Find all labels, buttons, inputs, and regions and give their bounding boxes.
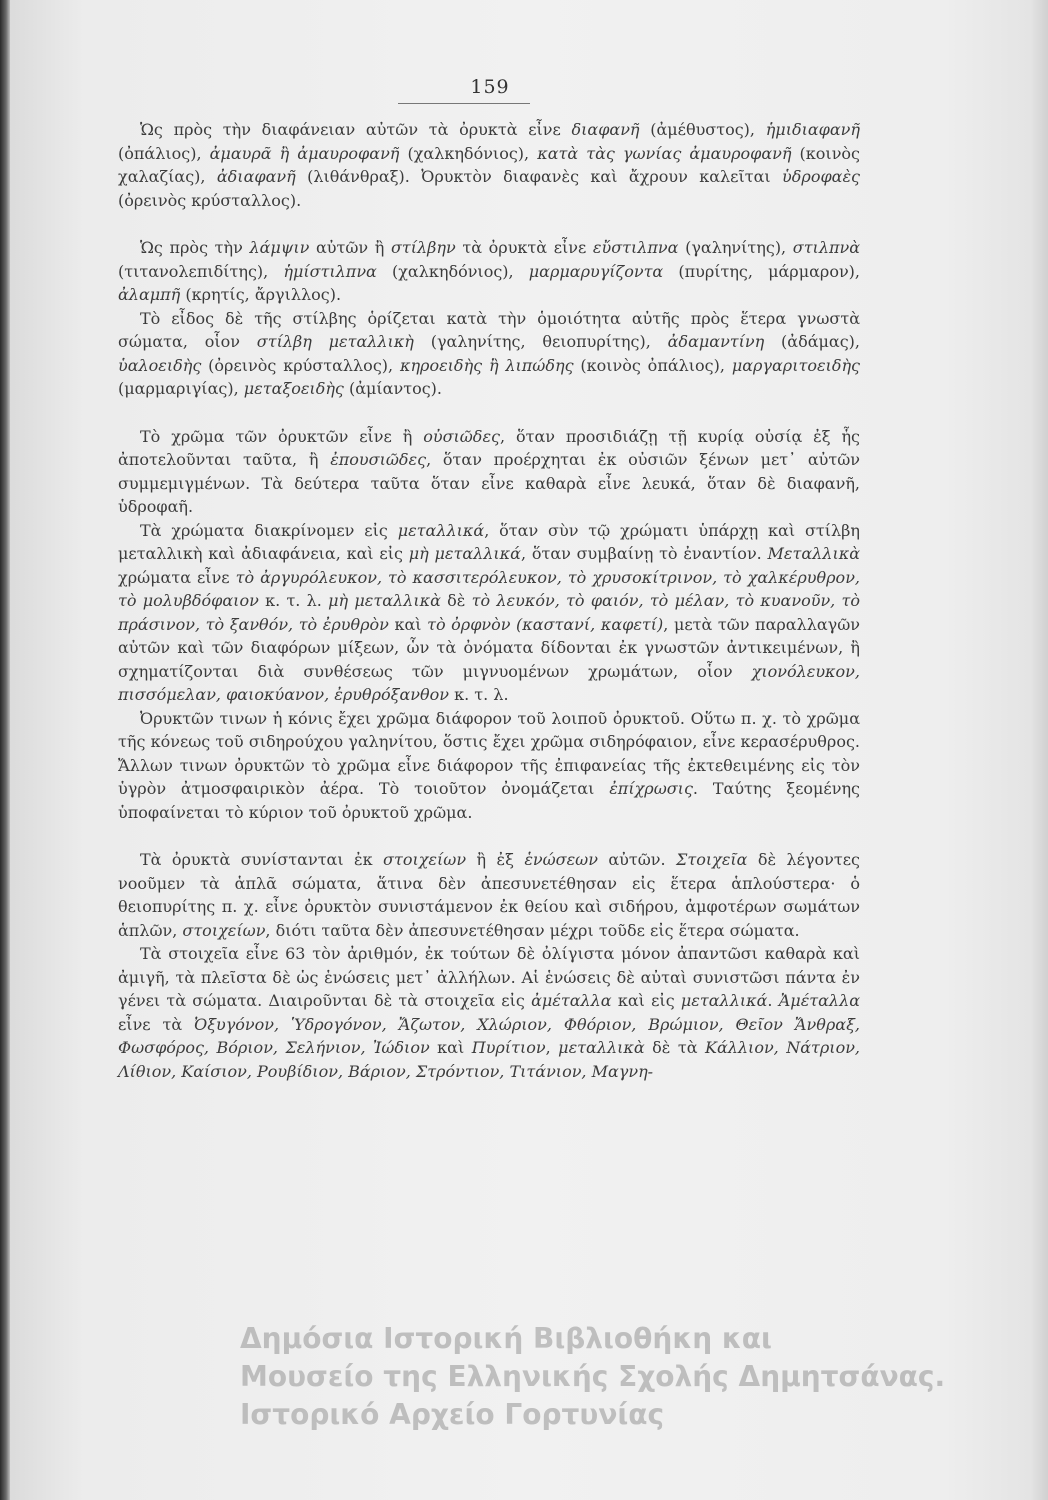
- text-run: (χαλκηδόνιος),: [399, 143, 538, 163]
- text-run: ,: [545, 1038, 559, 1057]
- text-run: (πυρίτης, μάρμαρον),: [663, 261, 861, 281]
- text-run: (μαρμαριγίας),: [118, 379, 244, 398]
- italic-term: μεταλλικά: [680, 991, 768, 1010]
- italic-term: ἀδιαφανῆ: [216, 167, 296, 186]
- watermark-line: Δημόσια Ιστορική Βιβλιοθήκη και: [240, 1322, 772, 1355]
- paragraph: [118, 425, 860, 519]
- paragraph: [118, 118, 860, 212]
- italic-term: στοιχείων: [383, 850, 467, 869]
- paragraph-gap: [118, 401, 860, 425]
- italic-term: μεταλλικά: [397, 520, 485, 540]
- text-run: , ὅταν σὺν τῷ χρώματι ὑπάρχῃ καὶ στίλβη μεταλλικὴ καὶ ἀδιαφάνεια, καὶ εἰς: [118, 520, 861, 563]
- text-run: (κρητίς, ἄργιλλος).: [180, 285, 342, 304]
- italic-term: εὔστιλπνα: [592, 238, 679, 257]
- watermark-line: Ιστορικό Αρχείο Γορτυνίας: [240, 1398, 665, 1431]
- library-watermark: [240, 1320, 1020, 1434]
- italic-term: μεταξοειδὴς: [243, 379, 344, 398]
- text-run: (ὀπάλιος),: [118, 143, 210, 163]
- italic-term: ἡμιδιαφανῆ: [765, 120, 860, 139]
- italic-term: στιλπνὰ: [792, 238, 861, 257]
- text-run: , μετὰ τῶν παραλλαγῶν αὐτῶν καὶ τῶν διαφόρων μίξεων, ὧν τὰ ὀνόματα δίδονται ἐκ γνωστῶν ἀντικειμένων, ἢ σχηματίζονται διὰ συνθέσεως τῶν μιγνυομένων χρωμάτων, οἷον: [118, 614, 861, 681]
- text-run: , διότι ταῦτα δὲν ἀπεσυνετέθησαν μέχρι τοῦδε εἰς ἕτερα σώματα.: [265, 920, 800, 940]
- italic-term: ἀμαυρᾶ ἢ ἀμαυροφανῆ: [209, 143, 400, 163]
- text-run: (ἀδάμας),: [764, 332, 861, 351]
- italic-term: Ἀμέταλλα: [778, 991, 861, 1010]
- text-run: , ὅταν συμβαίνῃ τὸ ἐναντίον.: [520, 544, 768, 563]
- text-run: τὰ ὀρυκτὰ εἶνε: [455, 238, 593, 257]
- text-run: . Ταύτης ξεομένης ὑποφαίνεται τὸ κύριον τοῦ ὀρυκτοῦ χρῶμα.: [118, 779, 860, 822]
- text-run: Ὀρυκτῶν τινων ἡ κόνις ἔχει χρῶμα διάφορον τοῦ λοιποῦ ὀρυκτοῦ. Οὕτω π. χ. τὸ χρῶμα τῆς κόνεως τοῦ σιδηρούχου γαληνίτου, ὅστις ἔχει χρῶμα σιδηρόφαιον, εἶνε κερασέρυθρος. Ἄλλων τινων ὀρυκτῶν τὸ χρῶμα εἶνε διάφορον τῆς ἐπιφανείας τῆς ἐκτεθειμένης εἰς τὸν ὑγρὸν ἀτμοσφαιρικὸν ἀέρα. Τὸ τοιοῦτον ὀνομάζεται: [118, 708, 860, 798]
- italic-term: ἀλαμπῆ: [118, 285, 181, 304]
- italic-term: Πυρίτιον: [471, 1038, 546, 1057]
- text-run: Τὰ χρώματα διακρίνομεν εἰς: [140, 520, 398, 540]
- text-run: Τὸ εἶδος δὲ τῆς στίλβης ὁρίζεται κατὰ τὴν ὁμοιότητα αὐτῆς πρὸς ἕτερα γνωστὰ σώματα, οἷον: [118, 308, 860, 351]
- text-run: (λιθάνθραξ). Ὀρυκτὸν διαφανὲς καὶ ἄχρουν καλεῖται: [295, 167, 783, 186]
- body-text: [118, 118, 860, 1083]
- paragraph: [118, 236, 860, 307]
- text-run: δὲ τὰ: [644, 1038, 705, 1057]
- italic-term: λάμψιν: [249, 238, 310, 257]
- text-run: (ἀμίαντος).: [343, 379, 442, 398]
- text-run: (ἀμέθυστος),: [639, 120, 766, 139]
- italic-term: στίλβη μεταλλικὴ: [256, 332, 414, 351]
- text-run: Τὰ ὀρυκτὰ συνίστανται ἐκ: [140, 850, 384, 869]
- page-number: 159: [470, 76, 510, 98]
- italic-term: κατὰ τὰς γωνίας ἀμαυροφανῆ: [537, 143, 792, 163]
- paragraph: [118, 942, 860, 1083]
- paragraph: [118, 707, 860, 825]
- italic-term: ἀδαμαντίνη: [667, 332, 765, 351]
- text-run: .: [767, 991, 779, 1010]
- text-run: (γαληνίτης, θειοπυρίτης),: [413, 332, 668, 351]
- paragraph: [118, 519, 860, 707]
- italic-term: τὸ ὀρφνὸν (καστανί, καφετί): [427, 614, 664, 634]
- text-run: (κοινὸς χαλαζίας),: [118, 143, 861, 186]
- italic-term: ἀμέταλλα: [531, 991, 612, 1010]
- italic-term: κηροειδὴς ἢ λιπώδης: [399, 355, 574, 375]
- text-run: Ὡς πρὸς τὴν διαφάνειαν αὐτῶν τὰ ὀρυκτὰ εἶνε: [140, 120, 572, 139]
- italic-term: ἐπίχρωσις: [609, 779, 693, 798]
- italic-term: μεταλλικὰ: [558, 1038, 645, 1057]
- italic-term: ὑαλοειδὴς: [118, 355, 202, 375]
- italic-term: Στοιχεῖα: [676, 850, 748, 869]
- text-run: κ. τ. λ.: [258, 591, 329, 610]
- text-run: , ὅταν προέρχηται ἐκ οὐσιῶν ξένων μετ᾽ αὐτῶν συμμεμιγμένων. Τὰ δεύτερα ταῦτα ὅταν εἶνε καθαρὰ εἶνε λευκά, ὅταν δὲ διαφανῆ, ὑδροφαῆ.: [118, 450, 861, 516]
- italic-term: διαφανῆ: [571, 120, 640, 139]
- italic-term: μὴ μεταλλικά: [408, 544, 521, 563]
- text-run: χρώματα εἶνε: [118, 567, 236, 587]
- text-run: ἢ ἐξ: [466, 850, 525, 869]
- italic-term: μὴ μεταλλικὰ: [328, 591, 441, 610]
- text-run: (ὀρεινὸς κρύσταλλος),: [201, 355, 400, 375]
- text-run: Τὰ στοιχεῖα εἶνε 63 τὸν ἀριθμόν, ἐκ τούτων δὲ ὀλίγιστα μόνον ἀπαντῶσι καθαρὰ καὶ ἀμιγῆ, τὰ πλεῖστα δὲ ὡς ἑνώσεις μετ᾽ ἀλλήλων. Αἱ ἑνώσεις δὲ αὐταὶ συνιστῶσι πάντα ἐν γένει τὰ σώματα. Διαιροῦνται δὲ τὰ στοιχεῖα εἰς: [118, 944, 860, 1010]
- paragraph: [118, 848, 860, 942]
- italic-term: Ὀξυγόνον, Ὑδρογόνον, Ἄζωτον, Χλώριον, Φθόριον, Βρώμιον, Θεῖον Ἄνθραξ, Φωσφόρος, Βόριον, Σελήνιον, Ἰώδιον: [118, 1014, 861, 1057]
- text-run: (ὀρεινὸς κρύσταλλος).: [118, 190, 302, 210]
- text-run: αὐτῶν.: [597, 850, 677, 869]
- book-spine-shadow: [0, 0, 10, 1500]
- italic-term: χιονόλευκον, πισσόμελαν, φαιοκύανον, ἐρυθρόξανθον: [118, 661, 860, 704]
- text-run: εἶνε τὰ: [118, 1014, 195, 1034]
- italic-term: στοιχείων: [182, 920, 266, 940]
- italic-term: ὑδροφαὲς: [782, 167, 860, 186]
- text-run: Ὡς πρὸς τὴν: [140, 238, 250, 257]
- text-run: κ. τ. λ.: [449, 685, 509, 704]
- text-run: δὲ: [440, 591, 472, 610]
- text-run: αὐτῶν ἢ: [309, 238, 391, 257]
- italic-term: στίλβην: [390, 238, 456, 257]
- text-run: (γαληνίτης),: [678, 238, 793, 257]
- italic-term: ἡμίστιλπνα: [283, 261, 377, 281]
- text-run: , ὅταν προσιδιάζῃ τῇ κυρίᾳ οὐσίᾳ ἐξ ἧς ἀποτελοῦνται ταῦτα, ἢ: [118, 426, 861, 469]
- paragraph: [118, 307, 860, 401]
- italic-term: τὸ λευκόν, τὸ φαιόν, τὸ μέλαν, τὸ κυανοῦν, τὸ πράσινον, τὸ ξανθόν, τὸ ἐρυθρὸν: [118, 591, 861, 634]
- italic-term: οὐσιῶδες: [423, 426, 500, 446]
- italic-term: Μεταλλικὰ: [767, 544, 861, 563]
- text-run: (τιτανολεπιδίτης),: [118, 261, 284, 281]
- italic-term: μαργαριτοειδὴς: [731, 355, 860, 375]
- paragraph-gap: [118, 824, 860, 848]
- paragraph-gap: [118, 212, 860, 236]
- italic-term: Κάλλιον, Νάτριον, Λίθιον, Καίσιον, Ρουβίδιον, Βάριον, Στρόντιον, Τιτάνιον, Μαγνη-: [118, 1038, 861, 1081]
- text-run: (χαλκηδόνιος),: [376, 261, 529, 281]
- page-number-rule: [398, 103, 530, 104]
- text-run: (κοινὸς ὀπάλιος),: [573, 355, 732, 375]
- watermark-line: Μουσείο της Ελληνικής Σχολής Δημητσάνας.: [240, 1360, 946, 1393]
- text-run: Τὸ χρῶμα τῶν ὀρυκτῶν εἶνε ἢ: [140, 426, 424, 446]
- italic-term: τὸ ἀργυρόλευκον, τὸ κασσιτερόλευκον, τὸ χρυσοκίτρινον, τὸ χαλκέρυθρον, τὸ μολυβδόφαιον: [118, 567, 860, 610]
- italic-term: μαρμαρυγίζοντα: [528, 261, 664, 281]
- text-run: καὶ: [429, 1038, 472, 1057]
- italic-term: ἑνώσεων: [524, 850, 598, 869]
- text-run: καὶ: [388, 614, 428, 634]
- text-run: δὲ λέγοντες νοοῦμεν τὰ ἁπλᾶ σώματα, ἅτινα δὲν ἀπεσυνετέθησαν εἰς ἕτερα ἁπλούστερα· ὁ θειοπυρίτης π. χ. εἶνε ὀρυκτὸν συνιστάμενον ἐκ θείου καὶ σιδήρου, ἀμφοτέρων σωμάτων ἁπλῶν,: [118, 850, 860, 940]
- italic-term: ἐπουσιῶδες: [330, 450, 427, 469]
- text-run: καὶ εἰς: [611, 991, 681, 1010]
- page-edge-shadow: [1030, 0, 1048, 1500]
